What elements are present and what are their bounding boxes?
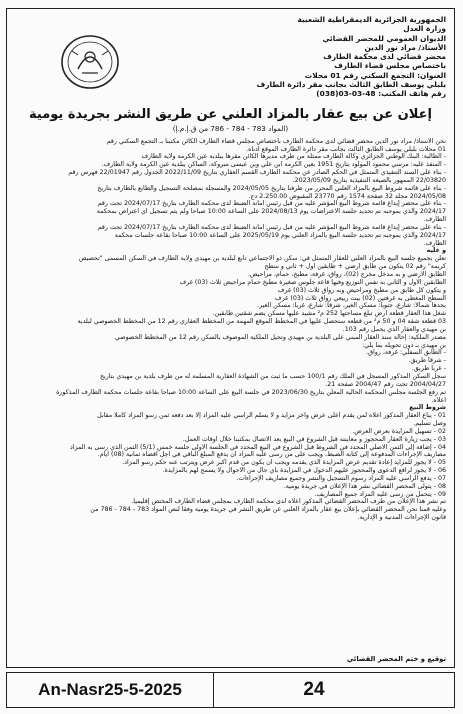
header-line: بلبلي يوسف الطابق الثالث بجانب مقر دائرة الطارف <box>256 80 446 90</box>
body-line: شروط البيع <box>409 404 446 412</box>
notice-content <box>15 15 446 661</box>
body-line: السطح المغطى به غرفتين (02) بيت ربيعي رواق ثلاث (03) غرف <box>275 294 446 302</box>
header-lines <box>256 15 446 99</box>
header-line: الجمهورية الجزائرية الديمقراطية الشعبية <box>297 15 446 24</box>
body-line: الطابق الأرضي و به مدخل مخرج (02)، رواق، غرفة، مطبخ، حمام، مراحيض. <box>247 271 446 279</box>
body-line: - غربا طريق. <box>411 365 446 373</box>
body-line: تم نشر هذا الإعلان من طرف المحضر القضائي المذكور أعلاه لدى محكمة الطارف بمجلس قضاء الطارف المختص إقليميا. <box>131 498 446 506</box>
body-line: 09 - يتحمل من رسى عليه المزاد جميع المصاريف. <box>314 490 446 498</box>
body-line: شغل هذا العقار قطعة أرض تبلغ مساحتها 252 م² مشيد عليها مسكن يضم شقتين طابقين. <box>212 310 446 318</box>
header-line: وزارة العدل <box>403 24 446 34</box>
body-line: 2024/17 والذي بموجبه تم تحديد جلسة الاعتراضات يوم 2024/08/13 على الساعة 10:00 صباحا ولم يتم تسجيل أي اعتراض بمحكمة <box>96 208 446 216</box>
tunisia-emblem-icon <box>55 33 125 91</box>
body-line: 01 - يباع العقار المذكور أعلاه لمن يقدم أعلى عرض وأخر مزايد و لا يسلم الراسي عليه المزاد إلا بعد دفعه ثمن رسو المزاد كاملا مقابل <box>97 412 446 420</box>
page-number-box <box>213 672 455 708</box>
body-line: كريمة" رقم 02 يتكون من طابق أرضي + طابقين أول + ثاني و سطح <box>264 263 446 271</box>
page-footer <box>6 672 455 708</box>
body-line: 03 - يجب زيارة العقار المحجوز و معاينته قبل الشروع في البيع بعد الاتصال بمكتبنا خلال أوقات العمل. <box>182 435 446 443</box>
body-line: سجل السكن المذكور المسجل في الملك رقم 100/1 حسب ما ثبت من الشهادة العقارية المسلمة له من طرف بلدية بن مهيدي بتاريخ <box>99 372 446 380</box>
header-line: العنوان: التجمع السكني رقم 01 محلات <box>304 70 446 80</box>
body-line: و عليه <box>426 247 446 255</box>
body-line: - الطابق السفلي: غرفة، رواق. <box>366 349 446 357</box>
body-line: الطارف. <box>423 216 446 224</box>
body-line: 22/03820 الممهور بالصيغة التنفيذية بتاريخ 2023/05/09. <box>292 176 446 184</box>
body-line: نعلن بجميع جلسة البيع بالمزاد العلني للعقار المتمثل في: سكن ذو الاجتماعي تابع لبلدية بن مهيدي ولاية الطارف في السكن المسمى "تحصيص <box>78 255 446 263</box>
body-line: 03 قطعة شقة 04 و 50 م² من قطعة ستحصل عليها في المخطط الموقع المهمة من المخطط العقاري رقم 12 من المخطط الخصوصي لبلدية <box>77 318 446 326</box>
signature-label: توقيع و ختم المحضر القضائي <box>346 655 446 663</box>
body-line: 06 - لا يجوز لرافع الدعوى والمحجوز عليهم الدخول في المزايدة بأي حال من الأحوال ولا يسمح لهم بالمزايدة. <box>162 467 446 475</box>
body-line: 2004/04/27 تحت رقم 2004/47 صفحة 21. <box>325 380 446 388</box>
page-number: 24 <box>303 679 325 700</box>
body-line: يحدها شمالا: شارع، جنوبا: مسكن الغير، شرقا: شارع، غربا: مسكن الغير. <box>257 302 446 310</box>
body-line: و يتكون كل طابق من مطبخ ومراحيض وبه رواق ثلاث (03) غرف <box>277 286 446 294</box>
body-line: وصل تسليم. <box>413 420 446 428</box>
body-line: 04 - إضافة إلى الثمن الأصلي المحدد في الشروط قبل الشروع في البيع المحدد في الجلسة الأولى جلسة خمس (5/1) الثمن الذي رسى به المزاد <box>70 443 446 451</box>
body-line: 2024/05/08 مجلد 32 صفحة 1574 رقم 23770 المقبوض 2.250.00 دج. <box>248 192 446 200</box>
body-line: بن مهيدي والعقار الذي يحمل رقم 103. <box>342 325 446 333</box>
body-line: تم رفع الجلسة مجلس المحكمة الحالية المعلن بتاريخ 2023/06/30 في جلسة البيع على الساعة 10:00 صباحا بقاعة جلسات محكمة الطارف المذكورة <box>56 388 446 396</box>
body-line: - بناء على محضر إيداع قائمة شروط البيع المؤشر عليه من قبل رئيس أمانة الضبط لدى محكمة الطارف بتاريخ 2024/07/17 تحت رقم <box>97 200 446 208</box>
issue-date: An-Nasr25-5-2025 <box>6 672 213 708</box>
body-line: - بناء على السند التنفيذي المتمثل في الحكم الصادر عن محكمة الطارف القسم العقاري بتاريخ 2022/11/09 الجدول رقم 22/01947 فهرس رقم <box>68 169 446 177</box>
body-line: مصاريف الإجراءات المدفوعة إلى كتابة الضبط، ويجب على من رسى عليه المزاد أن يدفع المبلغ الباقي في أجل أقصاه ثمانية (08) أيام. <box>97 451 446 459</box>
header-line: محضر قضائي لدى محكمة الطارف <box>323 52 446 62</box>
body-line: - الطالبة: البنك الوطني الجزائري وكالة الطارف ممثلة من طرف مديرها الكائن مقرها ببلدية عين الكرمة ولاية الطارف <box>141 153 446 161</box>
body-line: مصدر الملكية: إحالة سند العقار المبني على البلدية بن مهيدي وتحيل الملكية الموصوف بالسكن رقم 12 من المخطط الخصوصي <box>115 333 446 341</box>
header-line: الديوان العمومي للمحضر القضائي <box>322 33 446 43</box>
notice-title: إعلان عن بيع عقار بالمزاد العلني عن طريق النشر بجريدة يومية <box>29 106 432 122</box>
body-line: 02 - تسهيل المزايدة بعرض العرض. <box>352 427 446 435</box>
body-line: وعليه قمنا نحن المحضر القضائي بإعلان بيع عقار بالمزاد العلني عن طريق النشر في جريدة يومية وفقا لنص المواد 783 - 784 - 786 من <box>90 506 446 514</box>
body-line: 01 محلات بلبلي يوسف الطابق الثالث بجانب مقر دائرة الطارف الموقع أدناه. <box>246 145 446 153</box>
header-line: رقم هاتف المكتب: 48-03-03(038) <box>316 89 446 99</box>
body-line: 08 - يتولى المحضر القضائي نشر هذا الإعلان في جريدة يومية. <box>283 482 446 490</box>
notice-header <box>15 15 446 99</box>
notice-subtitle: (المواد 783 - 784 - 786 من ق.إ.م.إ) <box>172 123 289 133</box>
body-line: أعلاه. <box>431 396 446 404</box>
body-line: نحن الأستاذ/ مراد نور الدين محضر قضائي لدى محكمة الطارف باختصاص مجلس قضاء الطارف الكائن مكتبنا بـ التجمع السكني رقم <box>106 137 446 145</box>
notice-body <box>15 138 446 522</box>
body-line: - شرقا طريق. <box>408 357 446 365</box>
body-line: قانون الإجراءات المدنية و الإدارية. <box>357 514 446 522</box>
body-line: الطابقين الأول و الثاني به نفس التوزيع وفيها قاعة جلوس صغيرة مطبخ حمام مراحيض ثلاث (03) غرف <box>179 278 446 286</box>
body-line: الطارف. <box>423 239 446 247</box>
body-line: 2024/17 والذي بموجبه تم تحديد جلسة البيع بالمزاد العلني يوم 2025/05/19 على الساعة 10:00 صباحا بقاعة جلسات محكمة <box>114 231 446 239</box>
body-line: بن مهيدي بـ دون تحويله بما يلي: <box>362 341 446 349</box>
header-line: باختصاص مجلس قضاء الطارف <box>334 61 446 71</box>
body-line: - بناء على قائمة شروط البيع بالمزاد العلني المحرر من طرفنا بتاريخ 2024/05/05 والمسجلة بمصلحة التسجيل والطابع بالطارف بتاريخ <box>97 184 446 192</box>
body-line: 07 - يدفع الراسي عليه المزاد رسوم التسجيل والنشر وجميع مصاريف الإجراءات. <box>236 474 446 482</box>
body-line: - بناء على محضر إيداع قائمة شروط البيع المؤشر عليه من قبل رئيس أمانة الضبط لدى محكمة الطارف بتاريخ 2024/07/17 تحت رقم <box>97 223 446 231</box>
header-line: الأستاذ/ مراد نور الدين <box>364 42 446 52</box>
body-line: 05 - لا يجوز للمزايد إعادة تقديم عرض المزايدة الذي يقدمه ويجب أن يكون من قدم أكبر عرض ويترتب عنه حكم رسو المزاد. <box>122 459 446 467</box>
body-line: - المنفذ عليه: مرسي محمود المولود بتاريخ 1951 بعين الكرمة ابن علي وبن عيسى مبروكة، الساكن ببلدية عين الكرمة ولاية الطارف. <box>101 161 446 169</box>
notice-frame <box>6 8 455 668</box>
